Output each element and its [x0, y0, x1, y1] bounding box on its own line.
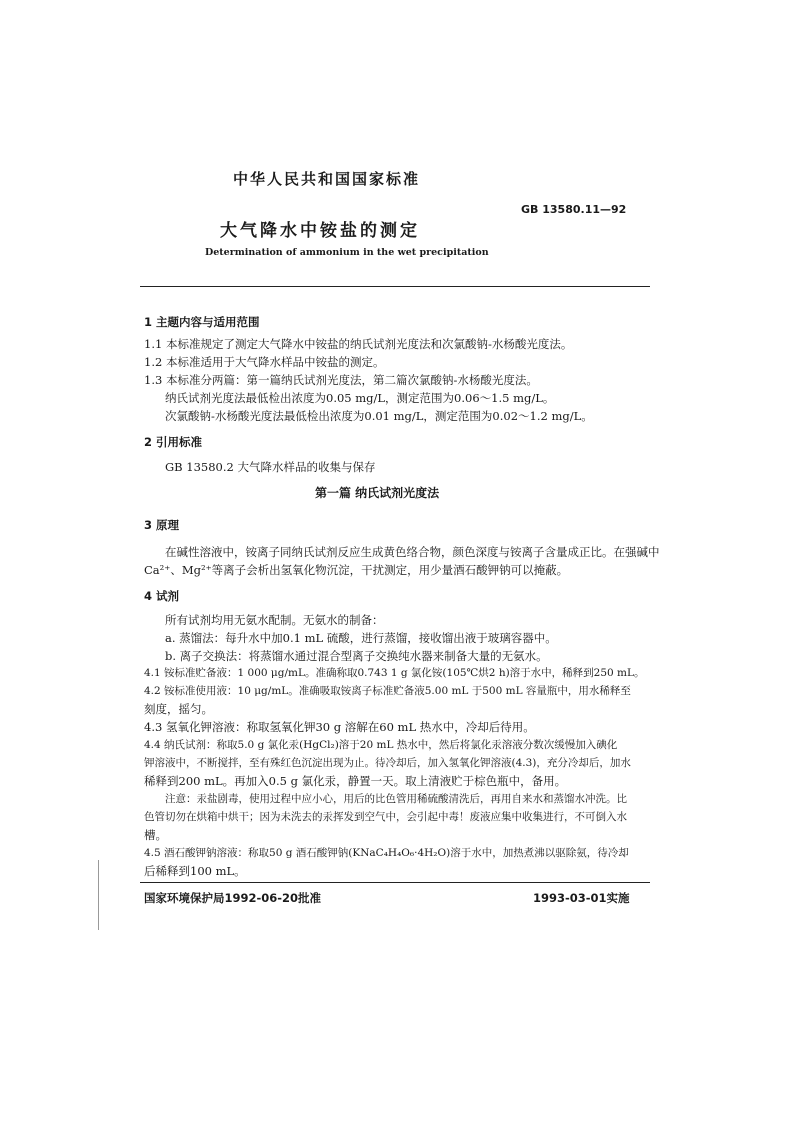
- section-1-heading: 1 主题内容与适用范围: [144, 315, 260, 329]
- reagents-intro: 所有试剂均用无氨水配制。无氨水的制备：: [165, 613, 384, 627]
- document-title-english: Determination of ammonium in the wet precipitation: [205, 247, 489, 258]
- safety-note-line-1: 注意：汞盐剧毒，使用过程中应小心，用后的比色管用稀硫酸清洗后，再用自来水和蒸馏水冲洗。比: [165, 793, 627, 805]
- clause-1-3-method-b: 次氯酸钠-水杨酸光度法最低检出浓度为0.01 mg/L，测定范围为0.02～1.2 mg/L。: [165, 409, 593, 423]
- standard-number: GB 13580.11—92: [521, 203, 627, 216]
- footer-rule: [140, 882, 650, 883]
- clause-4-4-line-3: 稀释到200 mL。再加入0.5 g 氯化汞，静置一天。取上清液贮于棕色瓶中，备用。: [144, 774, 567, 788]
- document-title: 大气降水中铵盐的测定: [220, 221, 420, 241]
- clause-4-1: 4.1 铵标准贮备液：1 000 μg/mL。准确称取0.743 1 g 氯化铵(105℃烘2 h)溶于水中，稀释到250 mL。: [144, 667, 645, 679]
- principle-line-1: 在碱性溶液中，铵离子同纳氏试剂反应生成黄色络合物，颜色深度与铵离子含量成正比。在强碱中: [165, 545, 660, 559]
- clause-4-4-line-1: 4.4 纳氏试剂：称取5.0 g 氯化汞(HgCl₂)溶于20 mL 热水中，然后将氯化汞溶液分数次缓慢加入碘化: [144, 739, 618, 751]
- clause-1-3-method-a: 纳氏试剂光度法最低检出浓度为0.05 mg/L，测定范围为0.06～1.5 mg/L。: [165, 391, 555, 405]
- clause-1-3: 1.3 本标准分两篇：第一篇纳氏试剂光度法，第二篇次氯酸钠-水杨酸光度法。: [144, 373, 538, 387]
- approval-date: 国家环境保护局1992-06-20批准: [144, 891, 322, 905]
- clause-1-2: 1.2 本标准适用于大气降水样品中铵盐的测定。: [144, 355, 385, 369]
- effective-date: 1993-03-01实施: [533, 891, 630, 905]
- principle-line-2: Ca²⁺、Mg²⁺等离子会析出氢氧化物沉淀，干扰测定，用少量酒石酸钾钠可以掩蔽。: [144, 563, 569, 577]
- referenced-standard: GB 13580.2 大气降水样品的收集与保存: [165, 460, 376, 474]
- safety-note-line-2: 色管切勿在烘箱中烘干；因为未洗去的汞挥发到空气中，会引起中毒！废液应集中收集进行，不可倒入水: [144, 811, 627, 823]
- reagents-item-a: a. 蒸馏法：每升水中加0.1 mL 硫酸，进行蒸馏，接收馏出液于玻璃容器中。: [165, 631, 557, 645]
- clause-4-5-line-2: 后稀释到100 mL。: [144, 864, 246, 878]
- reagents-item-b: b. 离子交换法：将蒸馏水通过混合型离子交换纯水器来制备大量的无氨水。: [165, 649, 548, 663]
- clause-4-4-line-2: 钾溶液中，不断搅拌，至有殊红色沉淀出现为止。待冷却后，加入氢氧化钾溶液(4.3)，充分冷却后，加水: [144, 757, 631, 769]
- header-rule: [140, 286, 650, 287]
- clause-4-2-line-1: 4.2 铵标准使用液：10 μg/mL。准确吸取铵离子标准贮备液5.00 mL 于500 mL 容量瓶中，用水稀释至: [144, 685, 631, 697]
- clause-4-2-line-2: 刻度，摇匀。: [144, 702, 213, 716]
- part-1-title: 第一篇 纳氏试剂光度法: [315, 486, 440, 500]
- clause-4-3: 4.3 氢氧化钾溶液：称取氢氧化钾30 g 溶解在60 mL 热水中，冷却后待用。: [144, 720, 535, 734]
- scan-margin-mark: [98, 860, 99, 930]
- section-2-heading: 2 引用标准: [144, 435, 203, 449]
- section-4-heading: 4 试剂: [144, 589, 180, 603]
- clause-1-1: 1.1 本标准规定了测定大气降水中铵盐的纳氏试剂光度法和次氯酸钠-水杨酸光度法。: [144, 337, 573, 351]
- national-standard-title: 中华人民共和国国家标准: [233, 170, 421, 188]
- safety-note-line-3: 槽。: [144, 828, 167, 842]
- section-3-heading: 3 原理: [144, 518, 180, 532]
- clause-4-5-line-1: 4.5 酒石酸钾钠溶液：称取50 g 酒石酸钾钠(KNaC₄H₄O₆·4H₂O)溶于水中，加热煮沸以驱除氨，待冷却: [144, 847, 629, 859]
